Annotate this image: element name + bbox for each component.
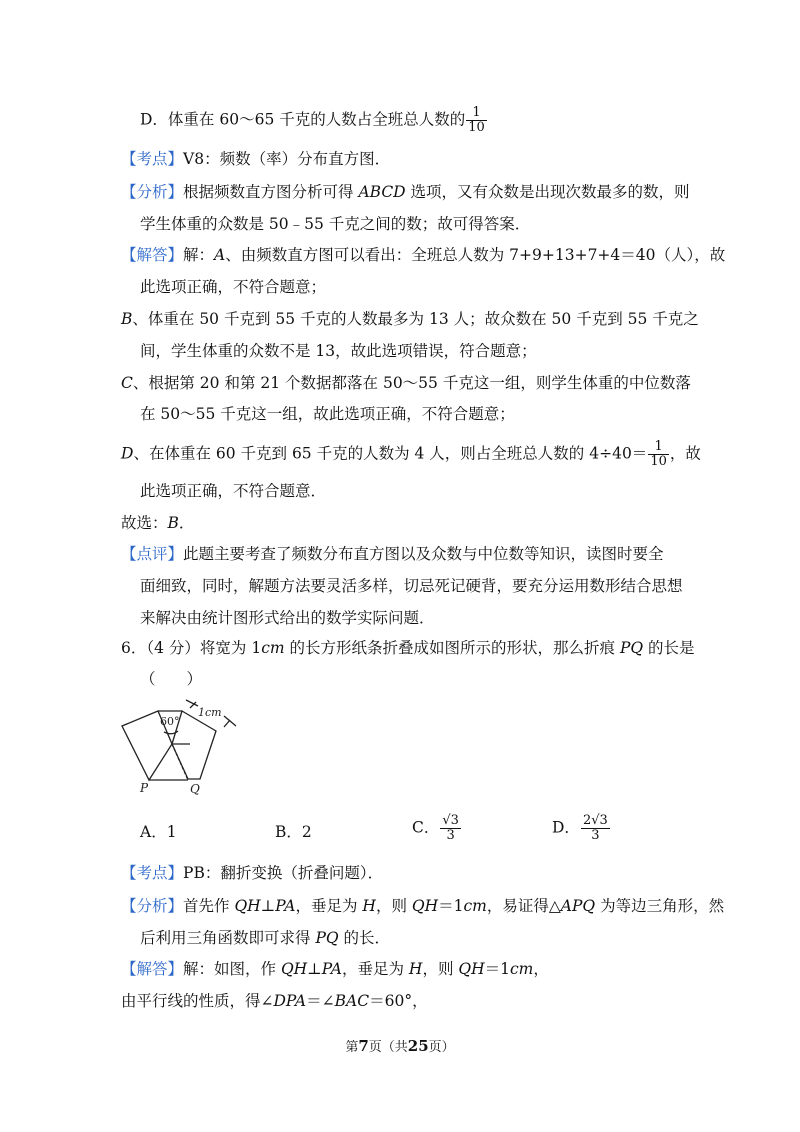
option-d-text: D．体重在 60～65 千克的人数占全班总人数的 <box>140 110 466 129</box>
fenxi-tag-2: 【分析】 <box>121 897 184 915</box>
fenxi2-text-g: 后利用三角函数即可求得 <box>140 929 316 947</box>
fenxi2-qh: QH <box>411 897 439 915</box>
option-d-label: D． <box>552 818 580 837</box>
option-c-num: √3 <box>442 813 459 828</box>
answer-letter: B <box>167 514 179 532</box>
b-line-1 <box>121 308 699 330</box>
d-letter: D <box>121 444 134 463</box>
jieda-line-3 <box>121 958 549 980</box>
dianping-text-b: 面细致，同时，解题方法要灵活多样，切忌死记硬背，要充分运用数形结合思想 <box>140 577 683 595</box>
fenxi-tag: 【分析】 <box>121 183 184 201</box>
page-footer <box>0 1036 800 1055</box>
jieda2-text-d: ＝1 <box>484 960 510 978</box>
option-b <box>275 820 312 842</box>
kaodian-tag-2: 【考点】 <box>121 864 184 882</box>
option-d <box>552 814 611 843</box>
q6-pq: PQ <box>619 639 644 657</box>
option-b-label: B． <box>275 823 302 841</box>
fraction-1-10-b <box>648 440 669 469</box>
answer-text-a: 故选： <box>121 514 168 532</box>
q6-text-c: 的长是 <box>643 639 695 657</box>
jieda-tag-2: 【解答】 <box>121 960 184 978</box>
jieda-tag: 【解答】 <box>121 246 184 264</box>
footer-page-number: 7 <box>358 1037 369 1055</box>
fenxi2-text-f: 为等边三角形，然 <box>595 897 725 915</box>
jieda2-text-a: 解：如图，作 <box>183 960 281 978</box>
b-text-b: 间，学生体重的众数不是 13，故此选项错误，符合题意； <box>140 342 537 360</box>
footer-text-b: 页（共 <box>368 1040 408 1055</box>
q6-text-b: 的长方形纸条折叠成如图所示的形状，那么折痕 <box>284 639 620 657</box>
fenxi-line-3 <box>121 895 724 917</box>
option-d-fraction <box>581 814 610 843</box>
fraction-numerator: 1 <box>654 439 663 454</box>
footer-text-a: 第 <box>345 1040 359 1055</box>
d-text-b: ，故 <box>669 444 701 463</box>
option-c-label: C． <box>412 818 440 837</box>
d-line-2 <box>140 480 326 502</box>
d-text-a: 、在体重在 60 千克到 65 千克的人数为 4 人，则占全班总人数的 4÷40＝ <box>133 444 648 463</box>
jieda-text-a: 解： <box>183 246 215 264</box>
c-letter: C <box>121 374 133 392</box>
d-text-c: 此选项正确，不符合题意． <box>140 482 327 500</box>
fenxi2-qhpa: QH⊥PA <box>234 897 296 915</box>
last-text-a: 由平行线的性质，得∠ <box>121 992 274 1010</box>
option-c <box>412 814 462 843</box>
jieda-text-c: 此选项正确，不符合题意； <box>140 278 327 296</box>
c-line-2 <box>140 403 515 425</box>
kaodian-tag: 【考点】 <box>121 150 184 168</box>
q6-cm: cm <box>261 639 285 657</box>
dianping-line-3 <box>140 607 435 629</box>
last-dpa: DPA <box>273 992 307 1010</box>
q6-text-a: 6．（4 分）将宽为 1 <box>121 639 262 657</box>
width-label: 1cm <box>198 706 222 719</box>
angle-label: 60° <box>160 715 180 728</box>
dianping-tag: 【点评】 <box>121 545 184 563</box>
footer-page-total: 25 <box>407 1037 429 1055</box>
jieda2-qh: QH <box>458 960 485 978</box>
fraction-denominator: 10 <box>650 454 667 469</box>
question-6-paren <box>140 668 202 690</box>
jieda-letter-a: A <box>214 246 226 264</box>
kaodian-text: V8：频数（率）分布直方图． <box>183 150 391 168</box>
b-line-2 <box>140 340 537 362</box>
jieda2-h: H <box>408 960 423 978</box>
fraction-denominator: 10 <box>468 120 485 135</box>
fraction-1-10 <box>466 106 487 135</box>
fenxi-line-4 <box>140 927 390 949</box>
jieda-text-b: 、由频数直方图可以看出：全班总人数为 7+9+13+7+4＝40（人），故 <box>225 246 726 264</box>
fenxi2-text-c: ，则 <box>375 897 412 915</box>
fenxi2-text-h: 的长． <box>338 929 391 947</box>
d-line-1 <box>121 440 701 469</box>
b-letter: B <box>121 310 133 328</box>
option-b-value: 2 <box>301 823 312 841</box>
dianping-text-c: 来解决由统计图形式给出的数学实际问题． <box>140 609 435 627</box>
point-q-label: Q <box>190 782 200 796</box>
jieda2-text-b: ，垂足为 <box>341 960 409 978</box>
option-a <box>140 820 177 842</box>
option-a-label: A． <box>140 823 167 841</box>
fenxi2-text-b: ，垂足为 <box>295 897 363 915</box>
footer-text-c: 页） <box>428 1040 455 1055</box>
fenxi2-text-d: ＝1 <box>438 897 464 915</box>
fenxi2-h: H <box>362 897 376 915</box>
point-p-label: P <box>140 781 149 795</box>
c-text-b: 在 50～55 千克这一组，故此选项正确，不符合题意； <box>140 405 515 423</box>
fenxi2-cm: cm <box>463 897 487 915</box>
b-text-a: 、体重在 50 千克到 55 千克的人数最多为 13 人；故众数在 50 千克到 55 千克之 <box>132 310 699 328</box>
last-text-b: ＝∠ <box>306 992 335 1010</box>
last-text-c: ＝60°， <box>369 992 428 1010</box>
fenxi-text-b: 选项，又有众数是出现次数最多的数，则 <box>405 183 690 201</box>
option-c-fraction <box>440 814 461 843</box>
jieda-line-1 <box>121 244 725 266</box>
c-text-a: 、根据第 20 和第 21 个数据都落在 50～55 千克这一组，则学生体重的中位数落 <box>132 374 691 392</box>
width-tick-right <box>224 720 230 727</box>
q6-paren: （ ） <box>140 670 203 688</box>
fraction-numerator: 1 <box>472 105 481 120</box>
dianping-line-1 <box>121 543 664 565</box>
dianping-text-a: 此题主要考查了频数分布直方图以及众数与中位数等知识，读图时要全 <box>183 545 664 563</box>
answer-text-c: ． <box>178 514 195 532</box>
answer-line <box>121 512 194 534</box>
jieda-line-2 <box>140 276 326 298</box>
question-6-line <box>121 637 695 659</box>
jieda2-qhpa: QH⊥PA <box>280 960 342 978</box>
option-c-den: 3 <box>440 828 461 843</box>
option-d-den: 3 <box>581 828 610 843</box>
dianping-line-2 <box>140 575 683 597</box>
jieda2-text-e: ， <box>533 960 549 978</box>
fenxi2-text-a: 首先作 <box>183 897 235 915</box>
fenxi-text-c: 学生体重的众数是 50﹣55 千克之间的数；故可得答案． <box>140 215 531 233</box>
jieda2-text-c: ，则 <box>422 960 459 978</box>
last-line <box>121 990 428 1012</box>
option-d-line <box>140 106 488 135</box>
kaodian-line-1 <box>121 148 390 170</box>
fenxi2-text-e: ，易证得△ <box>486 897 561 915</box>
folded-strip-figure <box>118 694 248 796</box>
option-d-num: 2√3 <box>582 813 608 828</box>
option-a-value: 1 <box>166 823 177 841</box>
kaodian-text-2: PB：翻折变换（折叠问题）． <box>183 864 384 882</box>
fenxi-line-1 <box>121 181 690 203</box>
fenxi2-pq: PQ <box>315 929 339 947</box>
fenxi-line-2 <box>140 213 530 235</box>
last-bac: BAC <box>334 992 370 1010</box>
c-line-1 <box>121 372 691 394</box>
fenxi2-apq: APQ <box>560 897 596 915</box>
fenxi-text-a: 根据频数直方图分析可得 <box>183 183 359 201</box>
kaodian-line-2 <box>121 862 383 884</box>
jieda2-cm: cm <box>509 960 534 978</box>
fenxi-abcd: ABCD <box>358 183 406 201</box>
